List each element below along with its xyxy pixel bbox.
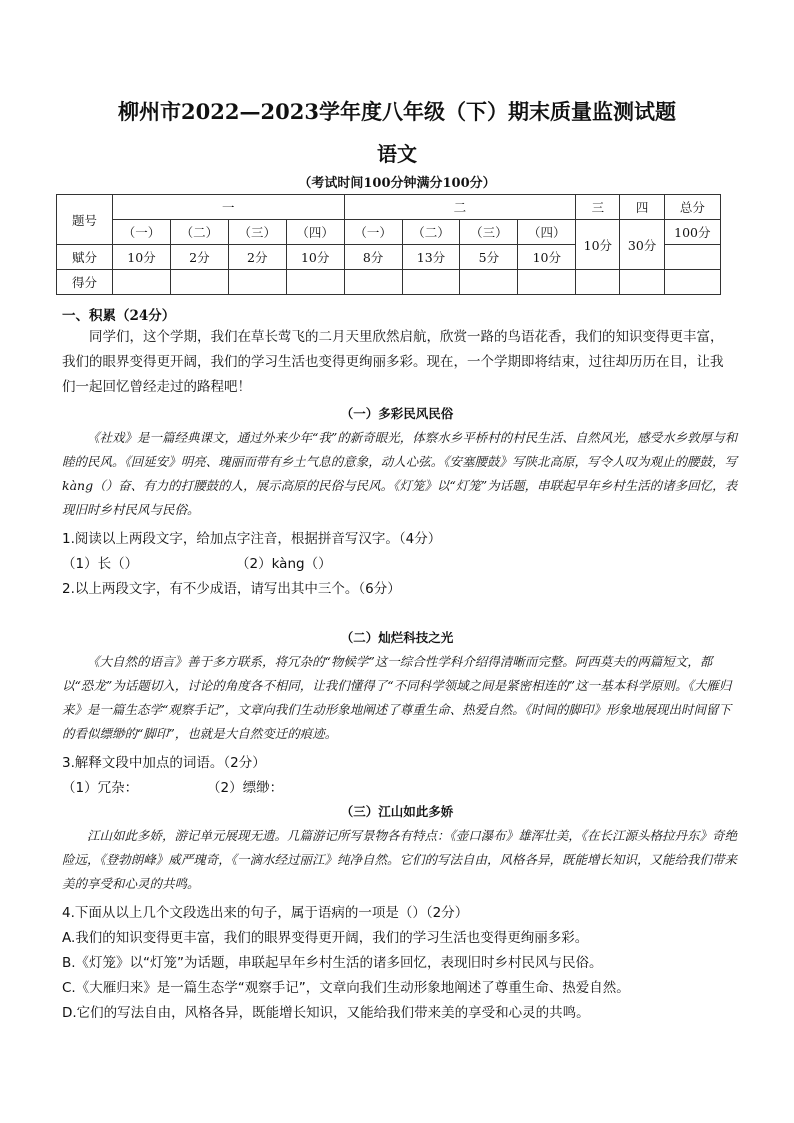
sub-label-cell: （一） [113, 220, 171, 245]
part-two-heading: （二）灿烂科技之光 [340, 630, 454, 645]
points-label-cell: 赋分 [57, 245, 113, 270]
page-title: 柳州市2022—2023学年度八年级（下）期末质量监测试题 [118, 99, 676, 124]
sub-label-cell: （四） [286, 220, 344, 245]
three-points-cell: 10分 [576, 220, 620, 270]
question-1-b: （2）kàng（） [236, 556, 332, 572]
question-4-option-b[interactable]: B.《灯笼》以“灯笼”为话题，串联起早年乡村生活的诸多回忆，表现旧时乡村民风与民俗。 [62, 955, 603, 971]
question-label-cell: 题号 [57, 195, 113, 245]
group-two-cell: 二 [344, 195, 576, 220]
points-cell: 5分 [460, 245, 518, 270]
part-one-heading: （一）多彩民风民俗 [340, 406, 454, 421]
part-one-passage: 《社戏》是一篇经典课文，通过外来少年“我”的新奇眼光，体察水乡平桥村的村民生活、自然风光，感受水乡敦厚与和睦的民风。《回延安》明亮、瑰丽而带有乡土气息的意象，动人心弦。《安塞腰鼓》写陕北高原，写令人叹为观止的腰鼓，写kàng（）奋、有力的打腰鼓的人，展示高原的民俗与民风。《灯笼》以“灯笼”为话题，串联起早年乡村生活的诸多回忆，表现旧时乡村民风与民俗。 [62, 430, 738, 517]
score-table-sub-row [57, 220, 721, 245]
sub-label-cell: （三） [228, 220, 286, 245]
score-blank-cell[interactable] [344, 270, 402, 295]
question-4-option-a[interactable]: A.我们的知识变得更丰富，我们的眼界变得更开阔，我们的学习生活也变得更绚丽多彩。 [62, 930, 589, 946]
score-blank-cell[interactable] [460, 270, 518, 295]
sub-label-cell: （一） [344, 220, 402, 245]
score-table-header-row [57, 195, 721, 220]
question-1-a: （1）长（） [62, 556, 139, 572]
score-blank-cell[interactable] [228, 270, 286, 295]
sub-label-cell: （三） [460, 220, 518, 245]
score-table-score-row [57, 270, 721, 295]
score-label-cell: 得分 [57, 270, 113, 295]
points-cell: 8分 [344, 245, 402, 270]
total-points-cell: 100分 [664, 220, 720, 245]
sub-label-cell: （二） [170, 220, 228, 245]
points-cell: 13分 [402, 245, 460, 270]
question-1: 1.阅读以上两段文字，给加点字注音，根据拼音写汉字。（4分） [62, 531, 442, 547]
exam-info: （考试时间100分钟满分100分） [298, 176, 496, 191]
group-three-cell: 三 [576, 195, 620, 220]
total-score-blank-cell[interactable] [664, 245, 720, 270]
score-blank-cell[interactable] [518, 270, 576, 295]
part-three-passage: 江山如此多娇，游记单元展现无遗。几篇游记所写景物各有特点：《壶口瀑布》雄浑壮美，《在长江源头格拉丹东》奇绝险远，《登勃朗峰》威严瑰奇，《一滴水经过丽江》纯净自然。它们的写法自由，风格各异，既能增长知识，又能给我们带来美的享受和心灵的共鸣。 [62, 828, 738, 891]
question-4-option-c[interactable]: C.《大雁归来》是一篇生态学“观察手记”，文章向我们生动形象地阐述了尊重生命、热爱自然。 [62, 980, 630, 996]
subject-title: 语文 [377, 142, 417, 166]
part-two-passage: 《大自然的语言》善于多方联系，将冗杂的“物候学”这一综合性学科介绍得清晰而完整。阿西莫夫的两篇短文，都以“恐龙”为话题切入，讨论的角度各不相同，让我们懂得了“不同科学领域之间是紧密相连的”这一基本科学原则。《大雁归来》是一篇生态学“观察手记”，文章向我们生动形象地阐述了尊重生命、热爱自然。《时间的脚印》形象地展现出时间留下的看似缥缈的“脚印”，也就是大自然变迁的痕迹。 [62, 654, 732, 741]
section-one-heading: 一、积累（24分） [62, 308, 176, 324]
question-3-a: （1）冗杂： [62, 780, 139, 796]
points-cell: 10分 [113, 245, 171, 270]
group-four-cell: 四 [620, 195, 664, 220]
question-4-option-d[interactable]: D.它们的写法自由，风格各异，既能增长知识，又能给我们带来美的享受和心灵的共鸣。 [62, 1005, 590, 1021]
four-points-cell: 30分 [620, 220, 664, 270]
score-blank-cell[interactable] [113, 270, 171, 295]
score-blank-cell[interactable] [170, 270, 228, 295]
total-label-cell: 总分 [664, 195, 720, 220]
points-cell: 10分 [518, 245, 576, 270]
points-cell: 2分 [228, 245, 286, 270]
score-blank-cell[interactable] [664, 270, 720, 295]
points-cell: 2分 [170, 245, 228, 270]
score-blank-cell[interactable] [402, 270, 460, 295]
question-3: 3.解释文段中加点的词语。（2分） [62, 755, 266, 771]
question-3-b: （2）缥缈： [207, 780, 284, 796]
sub-label-cell: （二） [402, 220, 460, 245]
score-table [56, 194, 721, 295]
question-4: 4.下面从以上几个文段选出来的句子，属于语病的一项是（）（2分） [62, 905, 469, 921]
sub-label-cell: （四） [518, 220, 576, 245]
score-blank-cell[interactable] [620, 270, 664, 295]
score-blank-cell[interactable] [286, 270, 344, 295]
score-blank-cell[interactable] [576, 270, 620, 295]
points-cell: 10分 [286, 245, 344, 270]
group-one-cell: 一 [113, 195, 345, 220]
section-one-intro: 同学们，这个学期，我们在草长莺飞的二月天里欣然启航，欣赏一路的鸟语花香，我们的知识变得更丰富，我们的眼界变得更开阔，我们的学习生活也变得更绚丽多彩。现在，一个学期即将结束，过往却历历在目，让我们一起回忆曾经走过的路程吧！ [62, 329, 724, 395]
part-three-heading: （三）江山如此多娇 [340, 804, 454, 819]
question-2: 2.以上两段文字，有不少成语，请写出其中三个。（6分） [62, 581, 401, 597]
